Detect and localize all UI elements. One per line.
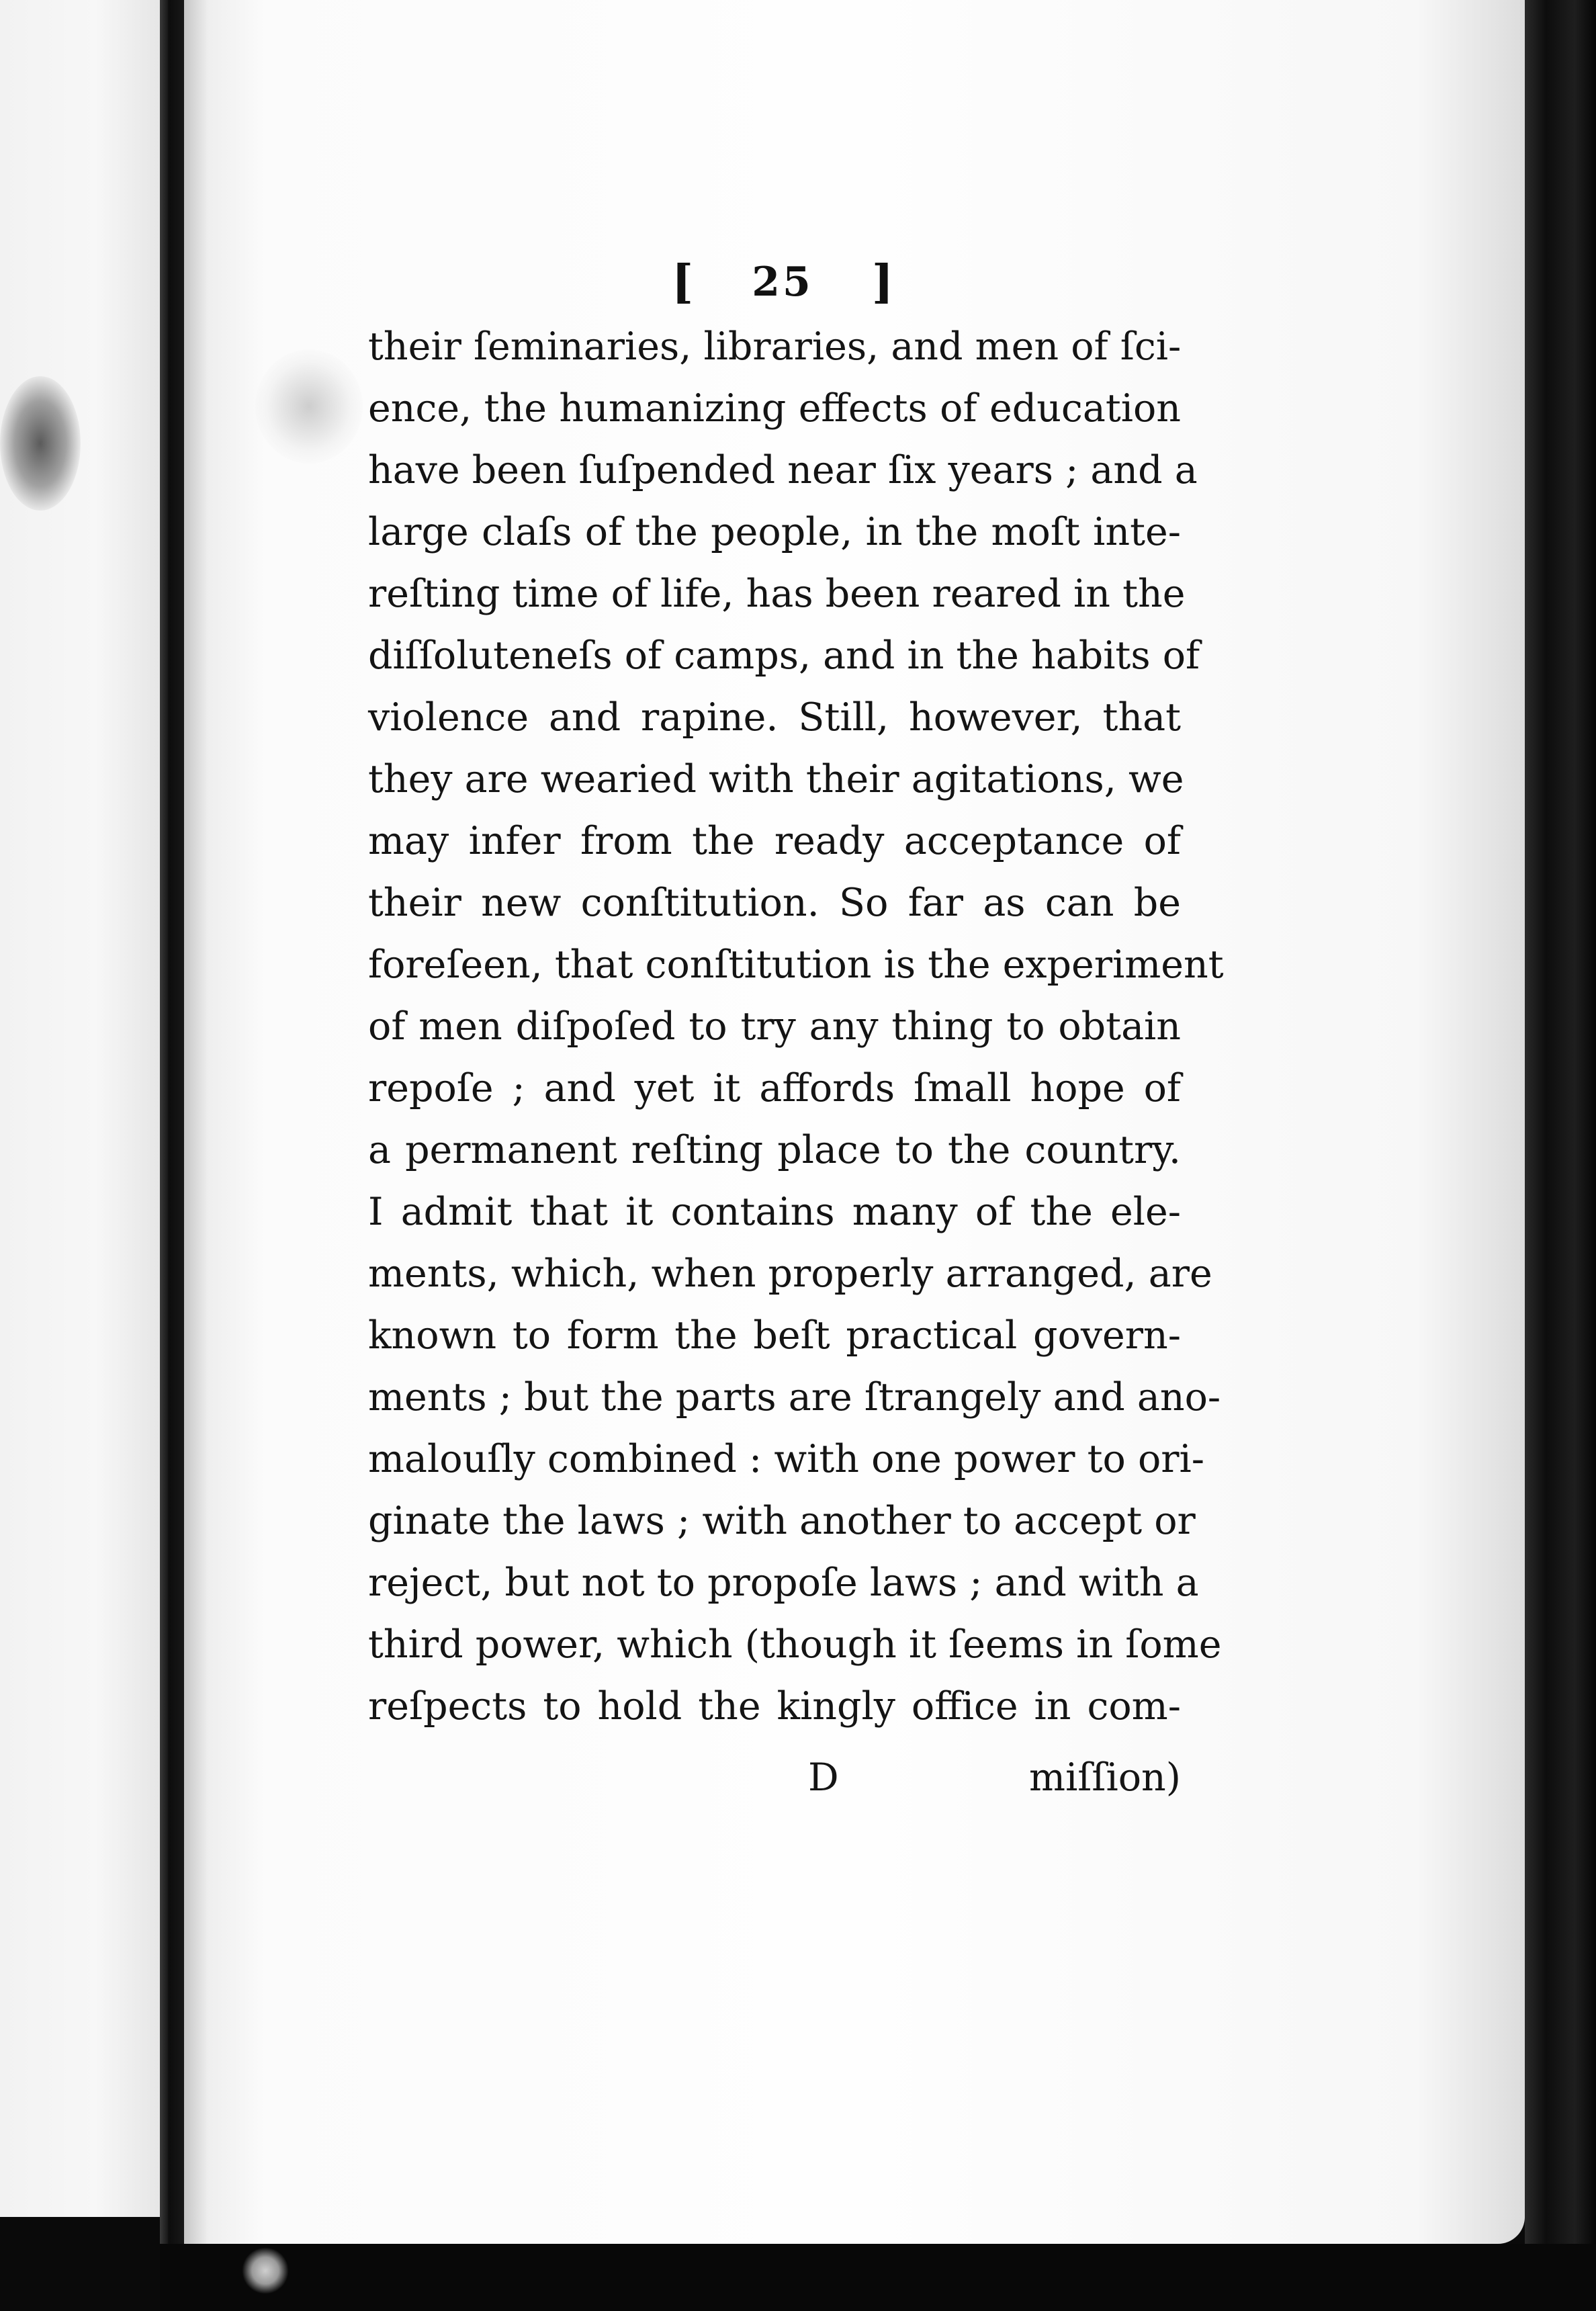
text-line: ence, the humanizing effects of education bbox=[368, 386, 1181, 431]
text-line: known to form the beſt practical govern- bbox=[368, 1313, 1181, 1358]
right-page-edge bbox=[1525, 0, 1596, 2311]
text-line: a permanent reſting place to the country. bbox=[368, 1128, 1181, 1172]
text-line: reſting time of life, has been reared in the bbox=[368, 572, 1186, 616]
text-line: may infer from the ready acceptance of bbox=[368, 819, 1181, 863]
bracket-close: ] bbox=[871, 255, 893, 309]
text-line: violence and rapine. Still, however, that bbox=[368, 695, 1181, 740]
paper-blot bbox=[242, 2247, 289, 2294]
text-line: their new conſtitution. So far as can be bbox=[368, 881, 1181, 925]
page-smudge bbox=[255, 349, 363, 464]
text-line: they are wearied with their agitations, we bbox=[368, 757, 1184, 801]
text-line: their ſeminaries, libraries, and men of ſci- bbox=[368, 324, 1182, 369]
signature-mark: D bbox=[808, 1755, 839, 1800]
text-line: I admit that it contains many of the ele- bbox=[368, 1190, 1181, 1234]
text-line: third power, which (though it ſeems in ſome bbox=[368, 1622, 1222, 1667]
page-number: 25 bbox=[752, 259, 813, 306]
catchword: miſſion) bbox=[1029, 1755, 1181, 1800]
text-line: foreſeen, that conſtitution is the experiment bbox=[368, 943, 1224, 987]
text-line: of men diſpoſed to try any thing to obtain bbox=[368, 1004, 1181, 1049]
bracket-open: [ bbox=[672, 255, 694, 309]
page-footer bbox=[368, 1747, 1181, 1808]
text-line: ments, which, when properly arranged, are bbox=[368, 1252, 1212, 1296]
ink-smudge bbox=[0, 376, 81, 511]
page-header bbox=[672, 249, 893, 316]
text-line: ginate the laws ; with another to accept or bbox=[368, 1499, 1196, 1543]
text-line: have been ſuſpended near ſix years ; and a bbox=[368, 448, 1198, 492]
left-facing-page bbox=[0, 0, 160, 2217]
text-line: ments ; but the parts are ſtrangely and ano- bbox=[368, 1375, 1221, 1420]
text-line: malouſly combined : with one power to ori- bbox=[368, 1437, 1205, 1481]
gutter-shadow bbox=[168, 0, 208, 2244]
text-line: diſſoluteneſs of camps, and in the habits of bbox=[368, 634, 1200, 678]
bottom-page-edge bbox=[160, 2244, 1596, 2311]
body-text bbox=[368, 316, 1224, 1737]
text-line: repoſe ; and yet it affords ſmall hope of bbox=[368, 1066, 1181, 1110]
text-line: reſpects to hold the kingly office in com- bbox=[368, 1684, 1181, 1729]
text-line: reject, but not to propoſe laws ; and with a bbox=[368, 1561, 1199, 1605]
text-line: large claſs of the people, in the moſt inte- bbox=[368, 510, 1181, 554]
